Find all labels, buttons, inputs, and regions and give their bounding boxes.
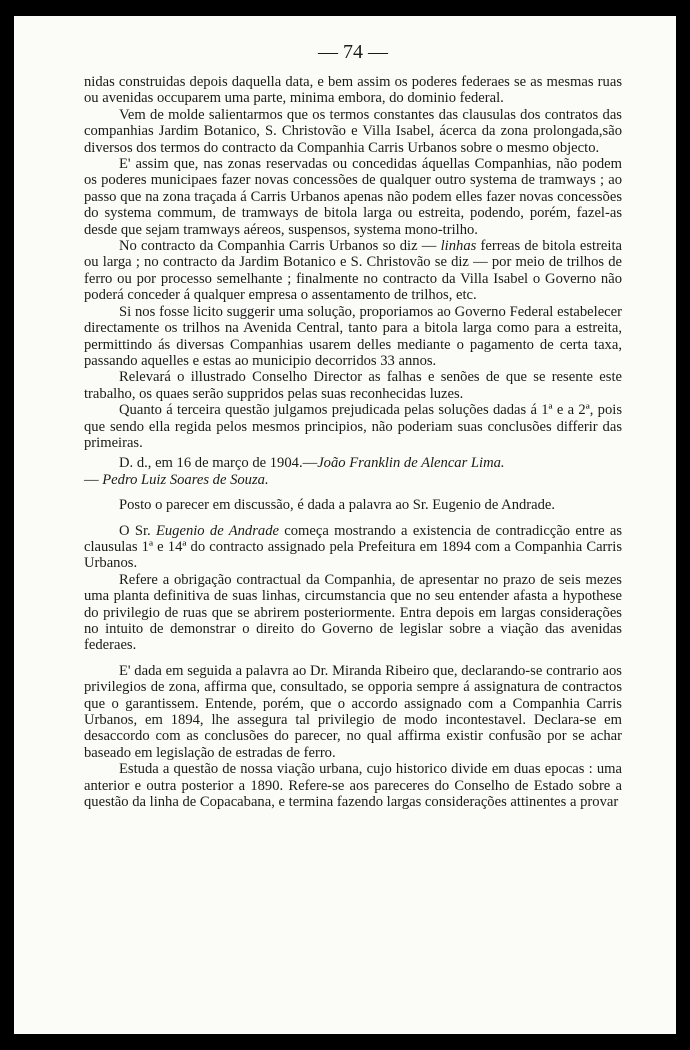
italic-term: linhas xyxy=(440,238,477,255)
paragraph: Si nos fosse licito suggerir uma solução, proporiamos ao Governo Federal estabelecer directamente os trilhos na Avenida Central, tanto para a bitola larga como para a estreita, permittindo ás diversas Companhias usarem delles mediante o pagamento de certa taxa, passando aquelles e estas ao municipio decorridos 33 annos. xyxy=(84,303,622,369)
paragraph xyxy=(84,238,622,304)
paragraph: Posto o parecer em discussão, é dada a palavra ao Sr. Eugenio de Andrade. xyxy=(119,497,556,514)
paragraph: E' dada em seguida a palavra ao Dr. Miranda Ribeiro que, declarando-se contrario aos privilegios de zona, affirma que, consultado, se opporia sempre á assignatura de contractos que o garantissem. Entende, porém, que o accordo assignado com a Companhia Carris Urbanos, em 1894, lhe assegura tal privilegio de modo incontestavel. Declara-se em desaccordo com as conclusões do parecer, no qual affirma existir confusão por se achar baseado em legislação de estradas de ferro. xyxy=(84,662,622,761)
paragraph: Relevará o illustrado Conselho Director as falhas e senões de que se resente este trabalho, os quaes serão suppridos pelas suas reconhecidas luzes. xyxy=(84,369,622,402)
paragraph xyxy=(84,523,622,572)
paragraph: nidas construidas depois daquella data, e bem assim os poderes federaes se as mesmas ruas ou avenidas occuparem uma parte, minima embora, do dominio federal. xyxy=(84,74,622,107)
signature-line xyxy=(84,472,622,488)
page-number: — 74 — xyxy=(318,41,388,63)
body-text xyxy=(84,74,622,810)
paragraph: Quanto á terceira questão julgamos prejudicada pelas soluções dadas á 1ª e a 2ª, pois que sendo ella regida pelos mesmos principios, não poderiam suas conclusões differir das primeiras. xyxy=(84,402,622,451)
signatory-name: Pedro Luiz Soares de Souza. xyxy=(102,471,269,488)
paragraph: E' assim que, nas zonas reservadas ou concedidas áquellas Companhias, não podem os poderes municipaes fazer novas concessões de qualquer outro systema de tramways ; ao passo que na zona traçada á Carris Urbanos apenas não podem elles fazer novas concessões do systema commum, de tramways de bitola larga ou estreita, podendo, porém, fazel-as desde que sejam tramways aéreos, suspensos, systema mono-trilho. xyxy=(84,156,622,238)
text-run: — xyxy=(84,471,103,488)
paragraph: Refere a obrigação contractual da Companhia, de apresentar no prazo de seis mezes uma planta definitiva de suas linhas, circumstancia que no seu entender afasta a hypothese do privilegio de ruas que se abrirem posteriormente. Entra depois em largas considerações no intuito de demonstrar o direito do Governo de legislar sobre a viação das avenidas federaes. xyxy=(84,571,622,654)
speaker-name: Eugenio de Andrade xyxy=(155,522,279,539)
text-run: D. d., em 16 de março de 1904.— xyxy=(119,455,318,472)
document-page xyxy=(14,16,676,1034)
text-run: No contracto da Companhia Carris Urbanos so diz — xyxy=(119,238,441,255)
signature-line xyxy=(84,455,622,471)
paragraph: Vem de molde salientarmos que os termos constantes das clausulas dos contratos das companhias Jardim Botanico, S. Christovão e Villa Isabel, ácerca da zona prolongada,são diversos dos termos do contracto da Companhia Carris Urbanos sobre o mesmo objecto. xyxy=(84,106,622,156)
paragraph: Estuda a questão de nossa viação urbana, cujo historico divide em duas epocas : uma anterior e outra posterior a 1890. Refere-se aos pareceres do Conselho de Estado sobre a questão da linha de Copacabana, e termina fazendo largas considerações attinentes a provar xyxy=(84,761,622,811)
page-content xyxy=(84,40,622,810)
text-run: O Sr. xyxy=(119,522,156,539)
text-run: ferreas de bitola estreita ou larga ; no contracto da Jardim Botanico e S. Christovão se diz — por meio de trilhos de ferro ou por processo semelhante ; finalmente no contracto da Villa Isabel o Governo não poderá conceder á qualquer empresa o assentamento de trilhos, etc. xyxy=(84,238,623,304)
text-run: começa mostrando a existencia de contradicção entre as clausulas 1ª e 14ª do contracto assignado pela Prefeitura em 1894 com a Companhia Carris Urbanos. xyxy=(84,522,623,572)
signatory-name: João Franklin de Alencar Lima. xyxy=(317,455,505,472)
